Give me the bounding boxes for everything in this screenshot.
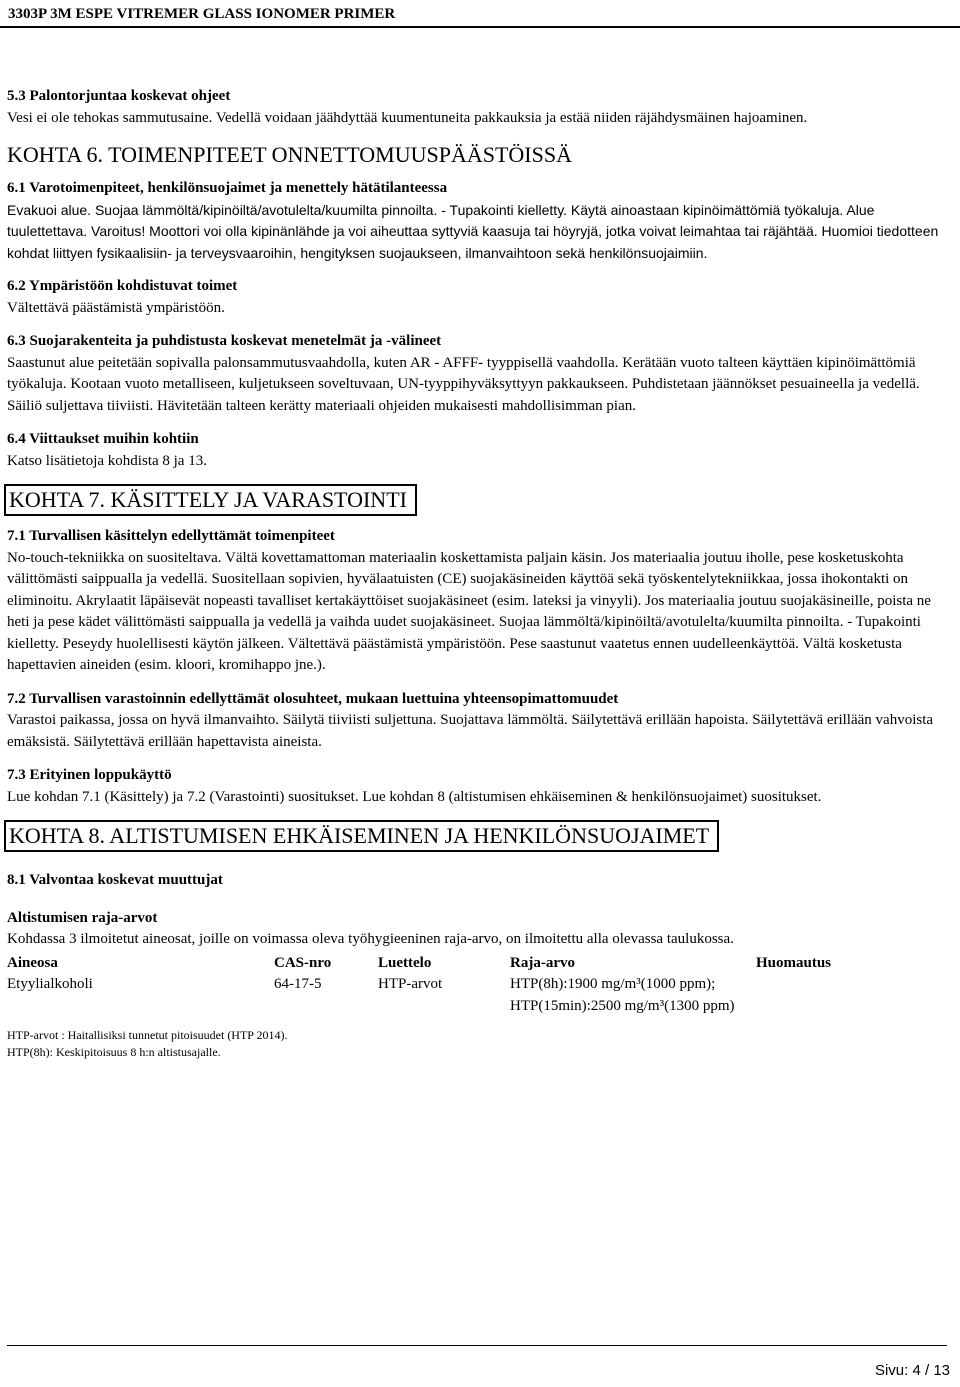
footer-divider [7, 1345, 947, 1346]
section-7-1-text: No-touch-tekniikka on suositeltava. Vältä kovettamattoman materiaalin koskettamista paljain käsin. Jos materiaalia joutuu iholle, pese kosketuskohta välittömästi saippualla ja vedellä. Suositellaan sopivien, hyvälaatuisten (CE) suojakäsineiden käyttöä sekä työskentelytekniikkaa, jossa ihokontakti on eliminoitu. Akrylaatit läpäisevät nopeasti tavalliset kertakäyttöiset suojakäsineet (esim. lateksi ja vinyyli). Jos materiaalia joutuu suojakäsineille, poista ne heti ja pese kädet välittömästi saippualla ja vedellä ja vaihda uudet suojakäsineet. Suojaa lämmöltä/kipinöiltä/avotulelta/kuumilta pinnoilta. - Tupakointi kielletty. Peseydy huolellisesti käytön jälkeen. Vältettävä päästämistä ympäristöön. Pese saastunut vaatetus ennen uudelleenkäyttöä. Vältä kosketusta hapettavien aineiden (esim. kloori, kromihappo jne.). [7, 549, 931, 673]
column-header: CAS-nro [274, 954, 332, 971]
section-6-1-text: Evakuoi alue. Suojaa lämmöltä/kipinöiltä/avotulelta/kuumilta pinnoilta. - Tupakointi kielletty. Käytä ainoastaan kipinöimättömiä työkaluja. Alue tuulettettava. Varoitus! Moottori voi olla kipinänlähde ja voi aiheuttaa syttyviä kaasuja tai höyryjä, jotka voivat leimahtaa tai räjähtää. Huomioi tiedotteen kohdat liittyen fysikaalisiin- ja terveysvaaroihin, hengityksen suojaukseen, ilmanvaihtoon sekä henkilönsuojaimiin. [7, 201, 939, 261]
table-row [7, 974, 956, 1017]
table-cell: Etyylialkoholi [7, 976, 93, 992]
section-7-1-heading: 7.1 Turvallisen käsittelyn edellyttämät toimenpiteet [7, 528, 335, 544]
section-6-4-text: Katso lisätietoja kohdista 8 ja 13. [7, 452, 207, 469]
document-header: 3303P 3M ESPE VITREMER GLASS IONOMER PRIMER [0, 0, 960, 28]
section-6-3-text: Saastunut alue peitetään sopivalla palonsammutusvaahdolla, kuten AR - AFFF- tyyppisellä vaahdolla. Kerätään vuoto talteen käyttäen kipinöimättömiä työkaluja. Kootaan vuoto metalliseen, kuljetukseen soveltuvaan, UN-tyyppihyväksyttyyn pakkaukseen. Puhdistetaan jäännökset pesuaineella ja vedellä. Säiliö suljettava tiiviisti. Hävitetään talteen kerätty materiaali ohjeiden mukaisesti mahdollisimman pian. [7, 354, 920, 414]
section-6-title: KOHTA 6. TOIMENPITEET ONNETTOMUUSPÄÄSTÖISSÄ [7, 142, 572, 167]
table-footnote: HTP(8h): Keskipitoisuus 8 h:n altistusajalle. [7, 1045, 221, 1059]
table-header-row [7, 953, 956, 975]
table-cell: 64-17-5 [274, 976, 322, 992]
table-cell: HTP-arvot [378, 976, 443, 992]
column-header: Aineosa [7, 954, 58, 971]
table-footnote: HTP-arvot : Haitallisiksi tunnetut pitoisuudet (HTP 2014). [7, 1028, 288, 1042]
section-6-3-heading: 6.3 Suojarakenteita ja puhdistusta koskevat menetelmät ja -välineet [7, 333, 442, 349]
exposure-limits-intro: Kohdassa 3 ilmoitetut aineosat, joille on voimassa oleva työhygieeninen raja-arvo, on ilmoitettu alla olevassa taulukossa. [7, 931, 734, 947]
column-header: Luettelo [378, 954, 432, 971]
section-7-3-text: Lue kohdan 7.1 (Käsittely) ja 7.2 (Varastointi) suositukset. Lue kohdan 8 (altistumisen ehkäiseminen & henkilönsuojaimet) suositukset. [7, 788, 822, 805]
section-7-2-text: Varastoi paikassa, jossa on hyvä ilmanvaihto. Säilytä tiiviisti suljettuna. Suojattava lämmöltä. Säilytettävä erillään hapoista. Säilytettävä erillään vahvoista emäksistä. Säilytettävä erillään hapettavista aineista. [7, 712, 934, 750]
section-7-title: KOHTA 7. KÄSITTELY JA VARASTOINTI [4, 484, 417, 516]
section-7-3-heading: 7.3 Erityinen loppukäyttö [7, 767, 172, 783]
section-8-title: KOHTA 8. ALTISTUMISEN EHKÄISEMINEN JA HENKILÖNSUOJAIMET [4, 820, 719, 852]
column-header: Raja-arvo [510, 954, 575, 971]
section-6-1-heading: 6.1 Varotoimenpiteet, henkilönsuojaimet ja menettely hätätilanteessa [7, 180, 448, 196]
section-6-2-heading: 6.2 Ympäristöön kohdistuvat toimet [7, 278, 238, 294]
section-7-2-heading: 7.2 Turvallisen varastoinnin edellyttämät olosuhteet, mukaan luettuina yhteensopimattomuudet [7, 690, 619, 707]
table-cell [756, 974, 956, 1017]
column-header: Huomautus [756, 954, 832, 971]
section-6-2-text: Vältettävä päästämistä ympäristöön. [7, 299, 225, 316]
table-cell: HTP(8h):1900 mg/m³(1000 ppm); HTP(15min):2500 mg/m³(1300 ppm) [510, 976, 735, 1014]
page-number: Sivu: 4 / 13 [874, 1362, 950, 1379]
section-5-3-heading: 5.3 Palontorjuntaa koskevat ohjeet [7, 88, 231, 104]
exposure-limits-table [7, 953, 956, 1018]
section-8-1-heading: 8.1 Valvontaa koskevat muuttujat [7, 872, 223, 888]
section-5-3-text: Vesi ei ole tehokas sammutusaine. Vedellä voidaan jäähdyttää kuumentuneita pakkauksia ja estää niiden räjähdysmäinen hajoaminen. [7, 109, 808, 126]
exposure-limits-heading: Altistumisen raja-arvot [7, 909, 158, 926]
section-6-4-heading: 6.4 Viittaukset muihin kohtiin [7, 431, 199, 447]
document-body [7, 86, 957, 1061]
